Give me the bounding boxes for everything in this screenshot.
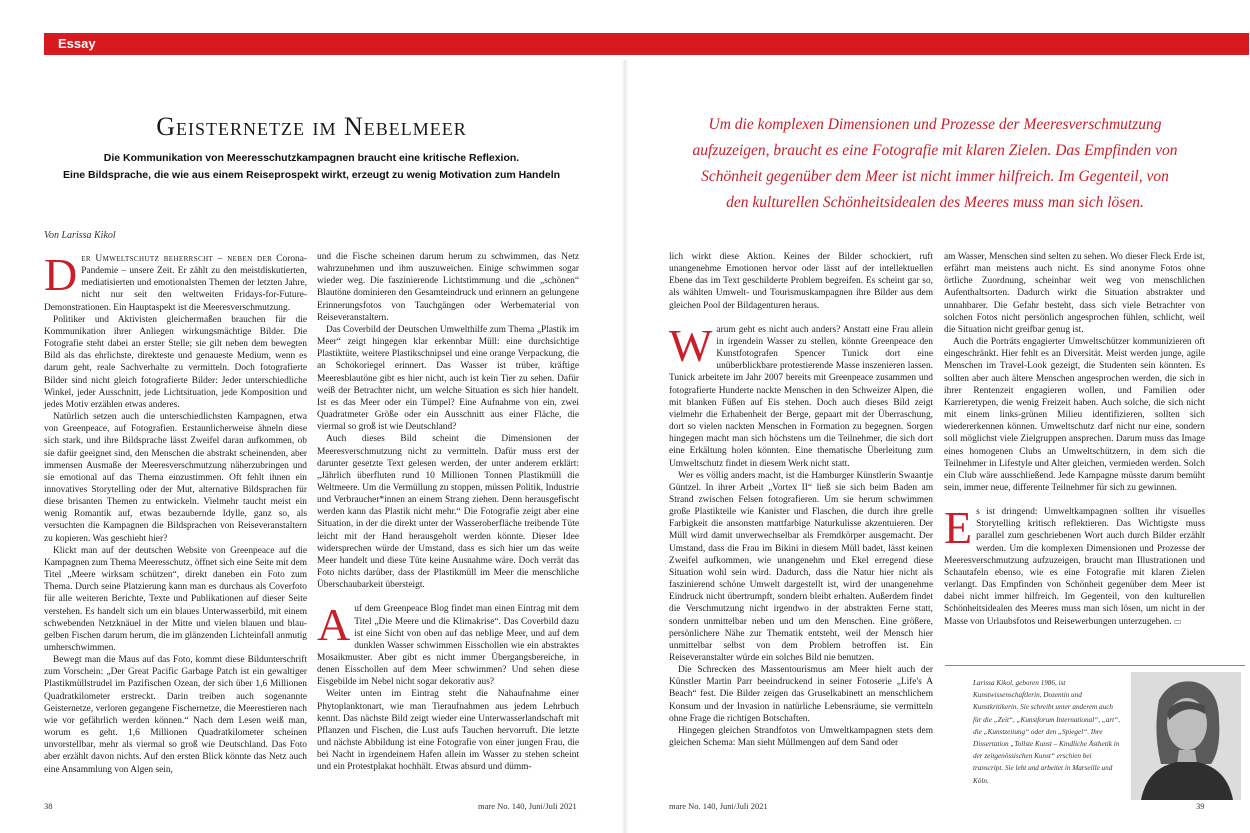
drop-cap: W (669, 319, 713, 371)
drop-cap: A (317, 599, 351, 651)
paragraph: Die Schrecken des Massentourismus am Meer hielt auch der Künstler Martin Parr beeindruckend in seiner Fotoserie „Life's A Beach“ fest. Die Bilder zeigen das Gruselkabinett an menschlichem Konsum und der Invasion in natürliche Lebensräume, sie vermitteln ohne Frage die richtigen Botschaften. (669, 665, 933, 724)
paragraph: Natürlich setzen auch die unterschiedlichsten Kampagnen, etwa von Greenpeace, auf Fotografien. Erstaunlicherweise ähneln diese sich stark, und ihre Bildsprache lässt Zweifel daran aufkommen, ob sie dafür geeignet sind, den Menschen die abstrakt scheinenden, aber immensen Ausmaße der Meeresverschmutzung näherzubringen und sie emotional auf das Thema einzustimmen. Oft fehlt ihnen ein innovatives Storytelling oder der Mut, alternative Bildsprachen für diese brisanten Themen zu entwickeln. Vielmehr taucht meist ein wenig Romantik auf, etwas bezaubernde Idylle, ganz so, als versuchten die Kampagnen die Bildsprachen von Reiseveranstaltern zu kopieren. Was geschieht hier? (44, 412, 307, 544)
paragraph (317, 599, 579, 688)
paragraph (669, 319, 933, 470)
paragraph: Wer es völlig anders macht, ist die Hamburger Künstlerin Swaantje Güntzel. In ihrer Arbeit „Vortex II“ ließ sie sich beim Baden am Strand zwischen Felsen fotografieren. Um sie herum schwimmen große Plastikteile wie Kanister und Flaschen, die durch ihre grelle Farbigkeit die ansonsten mattfarbige Naturkulisse akzentuieren. Der Müll wird damit unverwechselbar als Fremdkörper ausgemacht. Der Umstand, dass die Frau im Bikini in diesem Müll badet, lässt keinen Zweifel aufkommen, wie unangenehm und Ekel erregend diese Situation wohl sein wird. Dadurch, dass die Natur hier nicht als faszinierend schöne Umwelt dargestellt ist, wird der unangenehme Eindruck nicht übertrumpft, sondern bleibt erhalten. Außerdem findet die Verschmutzung nicht irgendwo in der abstrakten Ferne statt, sondern unmittelbar neben und um den Menschen. Eine größere, persönlichere Nähe zur Thematik entsteht, weil der Mensch hier unmittelbar selbst von dem Problem betroffen ist. Ein Reiseveranstalter würde ein solches Bild nie benutzen. (669, 470, 933, 663)
paragraph: Weiter unten im Eintrag steht die Nahaufnahme einer Phytoplanktonart, wie man Tieraufnahmen aus jedem Lehrbuch kennt. Das nächste Bild zeigt wieder eine Unterwasserlandschaft mit Pflanzen und Fischen, die Lust aufs Tauchen hervorruft. Die letzte und nächste Abbildung ist eine Fotografie von einer jungen Frau, die bei Nacht in irgendeinem Hafen allein im Wasser zu stehen scheint und ein Protestplakat hochhält. Etwas absurd und dümm- (317, 689, 579, 773)
issue-info-left: mare No. 140, Juni/Juli 2021 (478, 801, 577, 811)
author-bio: Larissa Kikol, geboren 1986, ist Kunstwissenschaftlerin, Dozentin und Kunstkritikerin. Sie schreibt unter anderem auch für die „Zeit“, „Kunstforum International“, „art“, die „Kunstzeitung“ oder den „Spiegel“. Ihre Dissertation „Tollste Kunst – Kindliche Ästhetik in der zeitgenössischen Kunst“ erschien bei transcript. Sie lebt und arbeitet in Marseille und Köln. (973, 679, 1120, 785)
author-portrait-icon (1131, 672, 1241, 800)
author-portrait (1131, 672, 1241, 800)
drop-cap: D (44, 249, 78, 300)
page-number-right: 39 (1196, 801, 1205, 811)
paragraph: Auch die Porträts engagierter Umweltschützer kommunizieren oft eingeschränkt. Hier fehlt es an Diversität. Meist werden junge, agile Menschen im Travel-Look gezeigt, die Studenten sein könnten. Es sollten aber auch ältere Menschen angesprochen werden, die sich in ihrer Rentenzeit engagieren wollen, und Familien oder Karrieretypen, die wenig Freizeit haben. Auch solche, die sich nicht mit einem links-grünen Milieu identifizieren, sollten sich wiedererkennen können. Umweltschutz darf nicht nur eine, sondern soll möglichst viele Zielgruppen ansprechen. Darum muss das Image eines homogenen Clubs an Umweltschützern, in dem sich die Teilnehmer in Lifestyle und Alter gleichen, vermieden werden. Solch ein Club wäre ausschließend. Jede Kampagne müsste darum bemüht sein, immer neue, differente Teilnehmer für sich zu gewinnen. (944, 337, 1205, 493)
text-column-2 (317, 251, 579, 774)
issue-info-right: mare No. 140, Juni/Juli 2021 (669, 801, 768, 811)
lead-in: er Umweltschutz beherrscht – neben der (81, 254, 273, 264)
paragraph (44, 249, 307, 314)
paragraph: Klickt man auf der deutschen Website von Greenpeace auf die Kampagnen zum Thema Meeresschutz, öffnet sich eine Seite mit dem Titel „Meere wirksam schützen“, direkt daneben ein Foto zum Thema. Durch seine Platzierung kann man es durchaus als Coverfoto für alle weiteren Berichte, Texte und Publikationen auf dieser Seite verstehen. Es handelt sich um ein blaues Unterwasserbild, mit einem schwebenden Netzknäuel in der Mitte und vielen blauen und blau-gelben Fischen darum herum, die im glänzenden Lichteinfall anmutig umherschwimmen. (44, 545, 307, 653)
paragraph: und die Fische scheinen darum herum zu schwimmen, das Netz wahrzunehmen und ihm auszuweichen. Einige schwimmen sogar wieder weg. Die faszinierende Lichtstimmung und die „schönen“ Blautöne dominieren den Gesamteindruck und erinnern an gelungene Erinnerungsfotos von Tauchgängen oder Werbematerial von Reiseveranstaltern. (317, 252, 579, 323)
text-column-4 (944, 251, 1205, 628)
pull-quote: Um die komplexen Dimensionen und Prozesse der Meeresverschmutzung aufzuzeigen, braucht es eine Fotografie mit klaren Zielen. Das Empfinden von Schönheit gegenüber dem Meer ist nicht immer hilfreich. Im Gegenteil, von den kulturellen Schönheitsidealen des Meeres muss man sich lösen. (692, 116, 1178, 211)
paragraph: lich wirkt diese Aktion. Keines der Bilder schockiert, ruft unangenehme Emotionen hervor oder lässt auf der intellektuellen Ebene das im Text geschilderte Problem begreifen. Es scheint gar so, als wählten Umwelt- und Tourismuskampagnen ihre Bilder aus dem gleichen Pool der Bildagenturen heraus. (669, 252, 933, 311)
text-column-3 (669, 251, 933, 749)
drop-cap: E (944, 502, 973, 554)
section-bar: Essay (44, 33, 1249, 55)
author-bio-box (945, 665, 1245, 801)
page-number-left: 38 (44, 801, 53, 811)
paragraph: Politiker und Aktivisten gleichermaßen brauchen für die Kommunikation ihrer Anliegen wirkungsmächtige Bilder. Die Fotografie steht dabei an erster Stelle; sie gilt neben dem bewegten Bild als das ehrlichste, direkteste und genaueste Medium, wenn es darum geht, reale Sachverhalte zu vermitteln. Doch fotografierte Bilder sind nicht gleich fotografierte Bilder: Jeder unterschiedliche Winkel, jeder Ausschnitt, jede Lichtsituation, jede Komposition und jedes Motiv erzählen etwas anderes. (44, 314, 307, 410)
paragraph-text: Corona-Pandemie – unsere Zeit. Er zählt zu den meistdiskutierten, mediatisierten und emotionalsten Themen der letzten Jahre, nicht nur seit den weltweiten Fridays-for-Future-Demonstrationen. Ein Hauptaspekt ist die Meeresverschmutzung. (44, 254, 307, 313)
end-mark-icon: ▭ (1173, 616, 1182, 626)
paragraph: Hingegen gleichen Strandfotos von Umweltkampagnen stets dem gleichen Schema: Man sieht Müllmengen auf dem Sand oder (669, 725, 933, 749)
paragraph-text: arum geht es nicht auch anders? Anstatt eine Frau allein in irgendein Wasser zu stellen, könnte Greenpeace den Kunstfotografen Spencer Tunick dort eine unüberblickbare protestierende Masse inszenieren lassen. Tunick arbeitete im Jahr 2007 bereits mit Greenpeace zusammen und fotografierte Hunderte nackte Menschen in den Schweizer Alpen, die mit blanken Füßen auf Eis stehen. Doch auch dieses Bild zeigt vielmehr die Erhabenheit der Berge, gepaart mit der Überraschung, dort so vielen nackten Menschen in Formation zu begegnen. Sorgen hingegen macht man sich höchstens um die Teilnehmer, die sich dort eine Erkältung holen könnten. Eine thematische Überleitung zum Umweltschutz findet in diesem Werk nicht statt. (669, 324, 933, 469)
subtitle-line-1: Die Kommunikation von Meeresschutzkampagnen braucht eine kritische Reflexion. (103, 152, 520, 164)
paragraph-text: uf dem Greenpeace Blog findet man einen Eintrag mit dem Titel „Die Meere und die Klimakrise“. Das Coverbild dazu ist eine Sicht von oben auf das neblige Meer, und auf dem dunklen Wasser schwimmen Eisschollen wie ein abstraktes Mosaikmuster. Aber gibt es nicht immer Übergangsbereiche, in denen Eisschollen auf dem Meer schwimmen? Und sehen diese Eisgebilde im Nebel nicht sogar dekorativ aus? (317, 604, 579, 688)
text-column-1 (44, 249, 307, 776)
paragraph: Das Coverbild der Deutschen Umwelthilfe zum Thema „Plastik im Meer“ zeigt hingegen klar erkennbar Müll: eine durchsichtige Plastiktüte, weitere Plastikschnipsel und eine orange Verpackung, die an Schokoriegel erinnert. Das Wasser ist trüber, kräftige Meeresblautöne gibt es hier nicht, auch ist kein Tier zu sehen. Dafür weiß der Betrachter nicht, um welche Situation es sich hier handelt. Ist es das Meer oder ein Tümpel? Eine Aufnahme von ein, zwei Quadratmeter Größe oder ein Ausschnitt aus einer Fläche, die viermal so groß ist wie Deutschland? (317, 324, 579, 433)
paragraph: Auch dieses Bild scheint die Dimensionen der Meeresverschmutzung nicht zu vermitteln. Dafür muss erst der darunter gesetzte Text gelesen werden, der unter anderem erklärt: „Jährlich überfluten rund 10 Millionen Tonnen Plastikmüll die Weltmeere. Um die Vermüllung zu stoppen, müssen Politik, Industrie und Verbraucher*innen an einem Strang ziehen. Denn herausgefischt werden kann das Plastik nicht mehr.“ Die Fotografie zeigt aber eine Situation, in der die direkt unter der Wasseroberfläche treibende Tüte leicht mit der Hand herausgeholt werden könnte. Dieser Idee widersprechen würde der Umstand, dass es sich hier um das weite Meer handelt und diese Tüte keine Ausnahme wäre. Doch verrät das Foto nichts darüber, dass der Plastikmüll im Meer die menschliche Überschaubarkeit übersteigt. (317, 434, 579, 591)
subtitle-line-2: Eine Bildsprache, die wie aus einem Reiseprospekt wirkt, erzeugt zu wenig Motivation zum Handeln (62, 169, 561, 181)
paragraph: am Wasser, Menschen sind selten zu sehen. Wo dieser Fleck Erde ist, erfährt man meistens auch nicht. Es sind anonyme Fotos ohne örtliche Zuordnung, scheinbar weit weg von menschlichen Aufenthaltsorten. Dadurch wirkt die Situation abstrakter und unnahbarer. Die Gefahr besteht, dass sich viele Betrachter von solchen Fotos nicht persönlich angesprochen fühlen, schlicht, weil die Situation nicht greifbar genug ist. (944, 252, 1205, 335)
paragraph: Bewegt man die Maus auf das Foto, kommt diese Bildunterschrift zum Vorschein: „Der Great Pacific Garbage Patch ist ein gewaltiger Plastikmüllstrudel im Pazifischen Ozean, der sich über 1,6 Millionen Quadratkilometer erstreckt. Darin treiben auch sogenannte Geisternetze, verloren gegangene Fischernetze, die Meerestieren nach wie vor gefährlich werden können.“ Nach dem Lesen weiß man, worum es geht. 1,6 Millionen Quadratkilometer scheinen unvorstellbar, mehr als viermal so groß wie Deutschland. Das Foto aber erzählt davon nichts. Auf den ersten Blick könnte das Netz auch eine Ansammlung von Algen sein, (44, 655, 307, 775)
article-title: Geisternetze im Nebelmeer (156, 112, 467, 141)
article-subtitle (44, 150, 579, 184)
paragraph (944, 502, 1205, 628)
byline: Von Larissa Kikol (44, 230, 116, 241)
page-gutter (622, 60, 628, 833)
paragraph-text: s ist dringend: Umweltkampagnen sollten ihr visuelles Storytelling kritisch reflektieren. Das Wichtigste muss parallel zum geschriebenen Wort auch durch Bilder erzählt werden. Um die komplexen Dimensionen und Prozesse der Meeresverschmutzung aufzuzeigen, braucht man Illustrationen und Schautafeln ebenso, wie es eine Fotografie mit klaren Zielen verlangt. Das Empfinden von Schönheit gegenüber dem Meer ist dabei nicht immer hilfreich. Im Gegenteil, von den kulturellen Schönheitsidealen des Meeres muss man sich lösen, um nicht in der Masse von Urlaubsfotos und Reisewerbungen unterzugehen. (944, 507, 1205, 627)
